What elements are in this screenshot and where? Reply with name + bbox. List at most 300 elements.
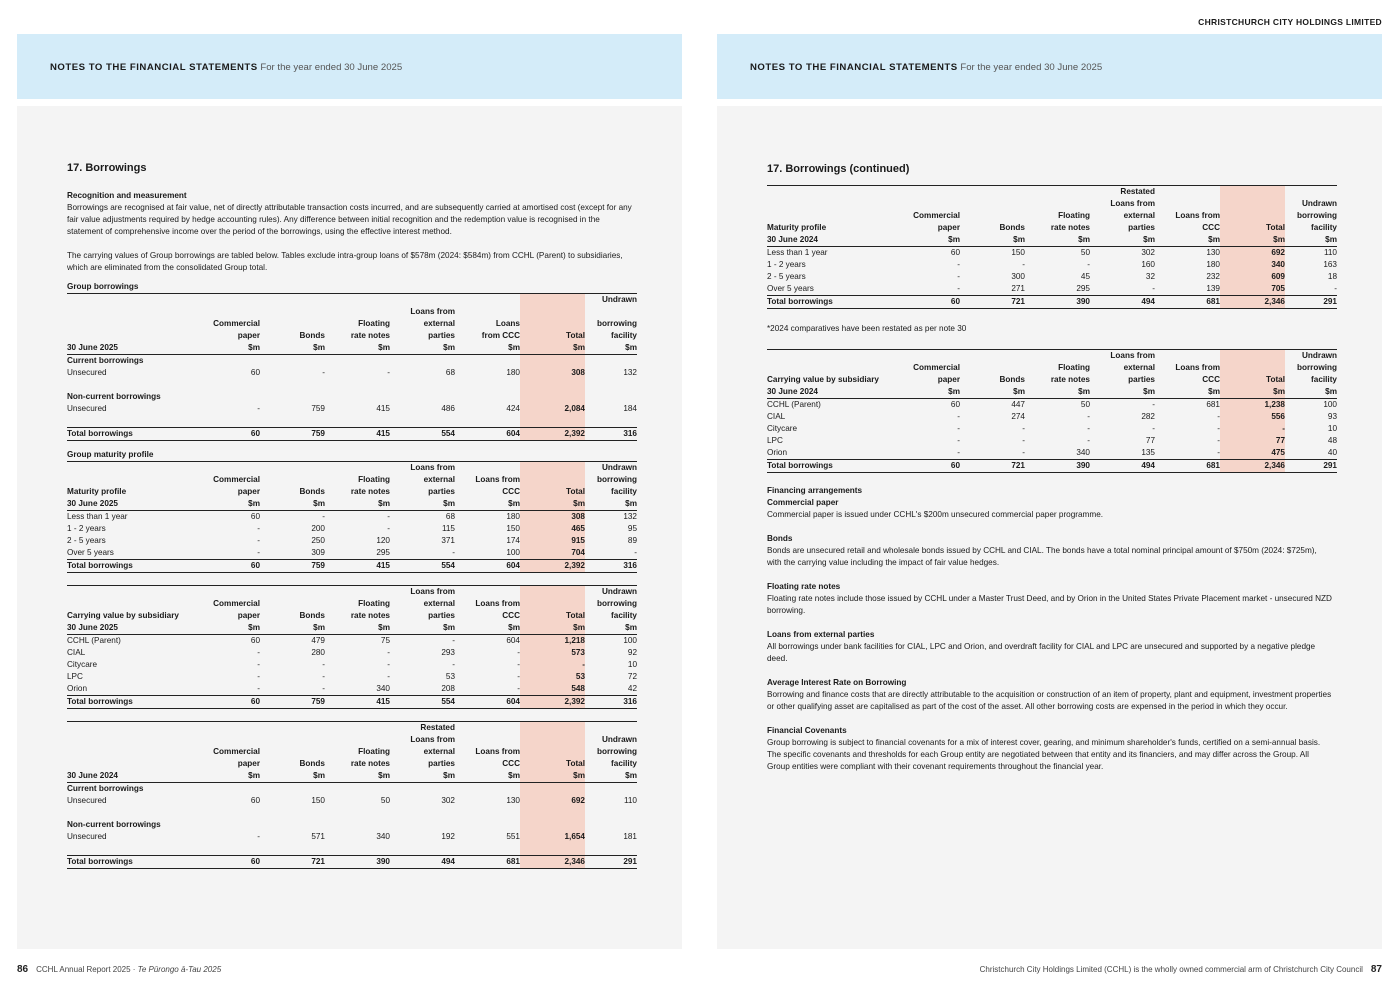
row-label: 2 - 5 years	[67, 536, 106, 545]
cell: Loans from	[475, 599, 520, 608]
group-borrowings-caption: Group borrowings	[67, 282, 139, 291]
row-label	[767, 210, 895, 222]
header-row	[67, 586, 637, 599]
cell	[325, 807, 390, 819]
cell: 160	[1141, 260, 1155, 269]
cell	[1220, 210, 1285, 222]
cell: -	[387, 660, 390, 669]
cell	[260, 318, 325, 330]
cell: 77	[1145, 436, 1155, 445]
cell: 60	[950, 400, 960, 409]
header-row	[767, 374, 1337, 386]
cell: 192	[441, 832, 455, 841]
cell: -	[1217, 412, 1220, 421]
cell	[1220, 186, 1285, 199]
cell: 32	[1145, 272, 1155, 281]
cell: facility	[1311, 223, 1337, 232]
row-label: Total borrowings	[67, 696, 195, 709]
cell: -	[1220, 423, 1285, 435]
cell: $m	[1285, 386, 1337, 399]
notes-title: NOTES TO THE FINANCIAL STATEMENTS	[50, 62, 258, 73]
table-row	[67, 523, 637, 535]
cell: 415	[325, 696, 390, 709]
cell: 759	[311, 404, 325, 413]
row-label: Total borrowings	[767, 296, 895, 309]
cell: $m	[1155, 234, 1220, 247]
cell	[260, 746, 325, 758]
cell: 2,346	[520, 856, 585, 869]
cell: 415	[325, 560, 390, 573]
cell: 1,218	[520, 635, 585, 648]
cell: -	[957, 260, 960, 269]
header-row	[67, 318, 637, 330]
cell	[1285, 186, 1337, 199]
cell: 110	[623, 796, 637, 805]
cell: borrowing	[596, 599, 637, 608]
cell	[195, 355, 260, 368]
cell: Loans from	[475, 747, 520, 756]
table-row	[67, 547, 637, 560]
cell: -	[517, 648, 520, 657]
cell: 486	[441, 404, 455, 413]
cell: facility	[611, 611, 637, 620]
cell	[520, 746, 585, 758]
cell: facility	[611, 487, 637, 496]
recognition-text: Borrowings are recognised at fair value, net of directly attributable transaction costs incurred, and are subsequently carried at amortised cost (except for any fair value adjustments required by hedge accounting rules). Any difference between initial recognition and the redemption value is recognised in the statement of comprehensive income over the period of the borrowings, using the effective interest method.	[67, 203, 632, 236]
cell: parties	[1128, 223, 1155, 232]
cell	[960, 210, 1025, 222]
restated-row	[767, 186, 1337, 199]
header-row	[767, 350, 1337, 363]
cell: Floating	[358, 599, 390, 608]
left-page-number: 86	[17, 964, 29, 975]
row-label: CCHL (Parent)	[67, 636, 121, 645]
header-row	[767, 210, 1337, 222]
cell: Loans from	[390, 586, 455, 599]
cell	[260, 783, 325, 796]
cell: -	[322, 672, 325, 681]
cell: Total	[1220, 222, 1285, 234]
cell: rate notes	[1050, 223, 1090, 232]
cell: external	[423, 599, 455, 608]
cell	[325, 783, 390, 796]
cell: 551	[506, 832, 520, 841]
cell: rate notes	[1050, 375, 1090, 384]
row-label	[67, 318, 195, 330]
covenants-text: Group borrowing is subject to financial covenants for a mix of interest cover, gearing, and minimum shareholder's funds, certified on a semi-annual basis. The specific covenants and thresholds for each Group entity are negotiated between that entity and its financiers, and may differ across the Group. All Group entities were compliant with their covenant requirements throughout the financial year.	[767, 738, 1321, 771]
cell	[455, 415, 520, 428]
cell	[960, 198, 1025, 210]
cell	[520, 318, 585, 330]
header-row	[67, 498, 637, 511]
cell	[325, 722, 390, 735]
cell: 479	[311, 636, 325, 645]
row-label	[67, 758, 195, 770]
cell: 93	[1327, 412, 1337, 421]
cell	[455, 819, 520, 831]
cell: 60	[195, 856, 260, 869]
cell: Loans from	[1090, 350, 1155, 363]
cell: 604	[455, 560, 520, 573]
cell: 100	[1323, 400, 1337, 409]
total-row	[767, 296, 1337, 309]
cell: $m	[1090, 234, 1155, 247]
cell	[195, 379, 260, 391]
right-content	[767, 163, 1337, 785]
cell: CCC	[1202, 375, 1220, 384]
cell: 60	[195, 428, 260, 441]
cell	[260, 843, 325, 856]
cell: 60	[250, 636, 260, 645]
cell: -	[517, 672, 520, 681]
cell: $m	[390, 498, 455, 511]
cell	[520, 586, 585, 599]
cell	[767, 186, 895, 199]
cell	[67, 722, 195, 735]
cell: 681	[1155, 296, 1220, 309]
cell: 721	[960, 296, 1025, 309]
row-label	[67, 474, 195, 486]
cell: 18	[1327, 272, 1337, 281]
cell	[390, 819, 455, 831]
left-header-band	[17, 34, 682, 99]
header-row	[67, 622, 637, 635]
cell: 556	[1220, 411, 1285, 423]
left-footer-maori: Te Pūrongo ā-Tau 2025	[137, 965, 222, 974]
cell	[260, 586, 325, 599]
cell: 415	[376, 404, 390, 413]
cell	[390, 783, 455, 796]
cell: $m	[325, 622, 390, 635]
cell: 115	[441, 524, 455, 533]
right-header-band	[717, 34, 1382, 99]
cell: 60	[250, 368, 260, 377]
cell: -	[452, 636, 455, 645]
cell: 571	[311, 832, 325, 841]
cell	[260, 391, 325, 403]
table-row	[767, 247, 1337, 260]
cell: -	[257, 548, 260, 557]
cell	[895, 350, 960, 363]
header-row	[67, 474, 637, 486]
cell	[195, 734, 260, 746]
cell	[1220, 350, 1285, 363]
cell: -	[957, 448, 960, 457]
maturity-caption: Group maturity profile	[67, 450, 154, 459]
cell: 50	[1080, 400, 1090, 409]
cell	[1155, 198, 1220, 210]
cell: Non-current borrowings	[67, 392, 161, 401]
cell: 915	[520, 535, 585, 547]
cell: rate notes	[350, 487, 390, 496]
cell: -	[957, 272, 960, 281]
cell: -	[1022, 448, 1025, 457]
cell: $m	[455, 622, 520, 635]
cell: Undrawn	[601, 735, 637, 744]
interest-rate-text: Borrowing and finance costs that are directly attributable to the acquisition or construction of an item of property, plant and equipment, investment properties or other qualifying asset are capitalised as part of the cost of the asset. All other borrowing costs are expensed in the period in which they occur.	[767, 690, 1332, 711]
cell	[585, 843, 637, 856]
cell: 291	[1285, 460, 1337, 473]
cell: 2,084	[520, 403, 585, 415]
cell	[195, 294, 260, 307]
cell: Current borrowings	[67, 784, 144, 793]
cell: 316	[585, 696, 637, 709]
cell: $m	[325, 498, 390, 511]
cell: Floating	[1058, 211, 1090, 220]
cell: 60	[950, 248, 960, 257]
cell: 232	[1206, 272, 1220, 281]
cell: $m	[195, 770, 260, 783]
cell: 340	[376, 684, 390, 693]
carrying-text: The carrying values of Group borrowings are tabled below. Tables exclude intra-group loans of $578m (2024: $584m) from CCHL (Parent) to subsidiaries, which are eliminated from the consolidated Group total.	[67, 251, 623, 272]
financing-heading: Financing arrangements	[767, 486, 863, 495]
row-label	[67, 586, 195, 599]
cell: 150	[311, 796, 325, 805]
cell: Undrawn	[585, 586, 637, 599]
cell: Restated	[1090, 186, 1155, 199]
cell: 371	[441, 536, 455, 545]
cell	[67, 843, 195, 856]
cell: 295	[1076, 284, 1090, 293]
period-label: For the year ended 30 June 2025	[960, 62, 1103, 73]
cell: $m	[960, 386, 1025, 399]
cell: Bonds	[299, 759, 325, 768]
frn-text: Floating rate notes include those issued by CCHL under a Master Trust Deed, and by Orion in the United States Private Placement market - unsecured NZD borrowing.	[767, 594, 1332, 615]
cell: 135	[1141, 448, 1155, 457]
cell: $m	[390, 342, 455, 355]
cell: Commercial	[213, 599, 260, 608]
cell: 554	[390, 696, 455, 709]
table-row	[67, 671, 637, 683]
cell: Loans from	[1110, 199, 1155, 208]
header-row	[67, 294, 637, 307]
row-label	[67, 746, 195, 758]
table-row	[767, 271, 1337, 283]
cell: Restated	[390, 722, 455, 735]
cell	[260, 807, 325, 819]
commercial-paper-heading: Commercial paper	[767, 498, 839, 507]
cell	[520, 783, 585, 796]
cell: Total	[520, 330, 585, 342]
cell: 609	[1220, 271, 1285, 283]
cell: -	[517, 684, 520, 693]
row-label: 2 - 5 years	[767, 272, 806, 281]
table-row	[767, 283, 1337, 296]
cell	[520, 734, 585, 746]
cell: -	[387, 648, 390, 657]
cell	[1155, 186, 1220, 199]
header-row	[767, 234, 1337, 247]
row-label: Citycare	[67, 660, 98, 669]
cell: Non-current borrowings	[67, 820, 161, 829]
cell: -	[257, 660, 260, 669]
row-label: Total borrowings	[67, 856, 195, 869]
external-loans-heading: Loans from external parties	[767, 630, 875, 639]
cell	[195, 391, 260, 403]
table-row	[767, 259, 1337, 271]
cell: $m	[520, 498, 585, 511]
left-content	[67, 162, 637, 869]
row-label: LPC	[767, 436, 783, 445]
row-label	[67, 734, 195, 746]
row-label: LPC	[67, 672, 83, 681]
row-label: 30 June 2025	[67, 498, 195, 511]
cell: -	[520, 659, 585, 671]
cell	[1220, 362, 1285, 374]
cell	[520, 807, 585, 819]
cell: 759	[260, 696, 325, 709]
cell: 721	[260, 856, 325, 869]
row-label	[67, 294, 195, 307]
cell: 415	[325, 428, 390, 441]
cell: 181	[623, 832, 637, 841]
cell: Bonds	[999, 223, 1025, 232]
cell: paper	[237, 611, 260, 620]
row-label	[767, 362, 895, 374]
cell	[895, 186, 960, 199]
cell: 200	[311, 524, 325, 533]
cell: 139	[1206, 284, 1220, 293]
table-row	[67, 403, 637, 415]
restated-note: *2024 comparatives have been restated as per note 30	[767, 324, 967, 333]
cell: 295	[376, 548, 390, 557]
cell	[260, 722, 325, 735]
cell: -	[957, 424, 960, 433]
cell: 340	[1220, 259, 1285, 271]
row-label: Citycare	[767, 424, 798, 433]
cell: parties	[428, 611, 455, 620]
cell: borrowing	[596, 319, 637, 328]
cell: 45	[1080, 272, 1090, 281]
cell: 132	[623, 368, 637, 377]
left-page	[17, 34, 682, 949]
cell: 291	[585, 856, 637, 869]
cell: Commercial	[913, 363, 960, 372]
cell: 53	[520, 671, 585, 683]
cell	[585, 391, 637, 403]
cell: Undrawn	[585, 294, 637, 307]
cell: 681	[1206, 400, 1220, 409]
group-borrowings-table	[67, 293, 637, 441]
row-label: CIAL	[67, 648, 86, 657]
row-label: 1 - 2 years	[67, 524, 106, 533]
row-label: Unsecured	[67, 368, 107, 377]
cell	[585, 415, 637, 428]
cell: $m	[895, 386, 960, 399]
cell: external	[423, 319, 455, 328]
table-row	[67, 659, 637, 671]
cell: $m	[1090, 386, 1155, 399]
row-label	[67, 330, 195, 342]
cell: CCC	[502, 487, 520, 496]
cell: $m	[520, 622, 585, 635]
cell	[520, 379, 585, 391]
cell: 681	[1155, 460, 1220, 473]
cell: $m	[585, 770, 637, 783]
cell: $m	[520, 342, 585, 355]
cell: 95	[627, 524, 637, 533]
cell: $m	[585, 622, 637, 635]
cell: 291	[1285, 296, 1337, 309]
cell: Commercial	[213, 747, 260, 756]
header-row	[67, 758, 637, 770]
row-label: 30 June 2024	[67, 770, 195, 783]
cell: 2,392	[520, 560, 585, 573]
cell: $m	[1025, 234, 1090, 247]
cell: 390	[1025, 296, 1090, 309]
section-title: 17. Borrowings	[67, 162, 147, 174]
cell	[260, 294, 325, 307]
cell	[455, 722, 520, 735]
cell: 692	[1220, 247, 1285, 260]
cell	[455, 462, 520, 475]
row-label: Carrying value by subsidiary	[767, 375, 879, 384]
cell: 180	[506, 512, 520, 521]
cell	[67, 415, 195, 428]
row-label: Less than 1 year	[67, 512, 128, 521]
cell: $m	[455, 770, 520, 783]
cell: 72	[627, 672, 637, 681]
cell: $m	[895, 234, 960, 247]
table-row	[67, 511, 637, 524]
covenants-heading: Financial Covenants	[767, 726, 847, 735]
row-label: Less than 1 year	[767, 248, 828, 257]
cell: 692	[520, 795, 585, 807]
row-label	[67, 306, 195, 318]
cell	[585, 807, 637, 819]
cell: $m	[585, 498, 637, 511]
cell: 280	[311, 648, 325, 657]
cell	[455, 843, 520, 856]
cell: 340	[1076, 448, 1090, 457]
table-row	[767, 399, 1337, 412]
cell: 68	[445, 368, 455, 377]
cell: $m	[195, 622, 260, 635]
external-loans-text: All borrowings under bank facilities for CIAL, LPC and Orion, and overdraft facility for CIAL and LPC are unsecured and supported by a negative pledge deed.	[767, 642, 1316, 663]
cell: 42	[627, 684, 637, 693]
cell: 100	[506, 548, 520, 557]
cell: 424	[506, 404, 520, 413]
cell: 60	[195, 560, 260, 573]
cell	[455, 355, 520, 368]
cell	[260, 734, 325, 746]
cell	[325, 306, 390, 318]
cell	[260, 355, 325, 368]
cell: -	[387, 524, 390, 533]
cell: 309	[311, 548, 325, 557]
cell	[585, 722, 637, 735]
cell: $m	[455, 498, 520, 511]
cell	[195, 415, 260, 428]
cell	[520, 843, 585, 856]
cell: 554	[390, 428, 455, 441]
cell	[67, 379, 195, 391]
cell	[325, 355, 390, 368]
cell: Current borrowings	[67, 356, 144, 365]
cell: 681	[455, 856, 520, 869]
cell: Loans	[495, 319, 520, 328]
cell	[585, 306, 637, 318]
total-row	[67, 560, 637, 573]
table-row	[67, 647, 637, 659]
total-row	[767, 460, 1337, 473]
row-label: 1 - 2 years	[767, 260, 806, 269]
cell: -	[452, 548, 455, 557]
cell	[325, 294, 390, 307]
cell: paper	[237, 759, 260, 768]
cell: 50	[1080, 248, 1090, 257]
cell: $m	[260, 342, 325, 355]
